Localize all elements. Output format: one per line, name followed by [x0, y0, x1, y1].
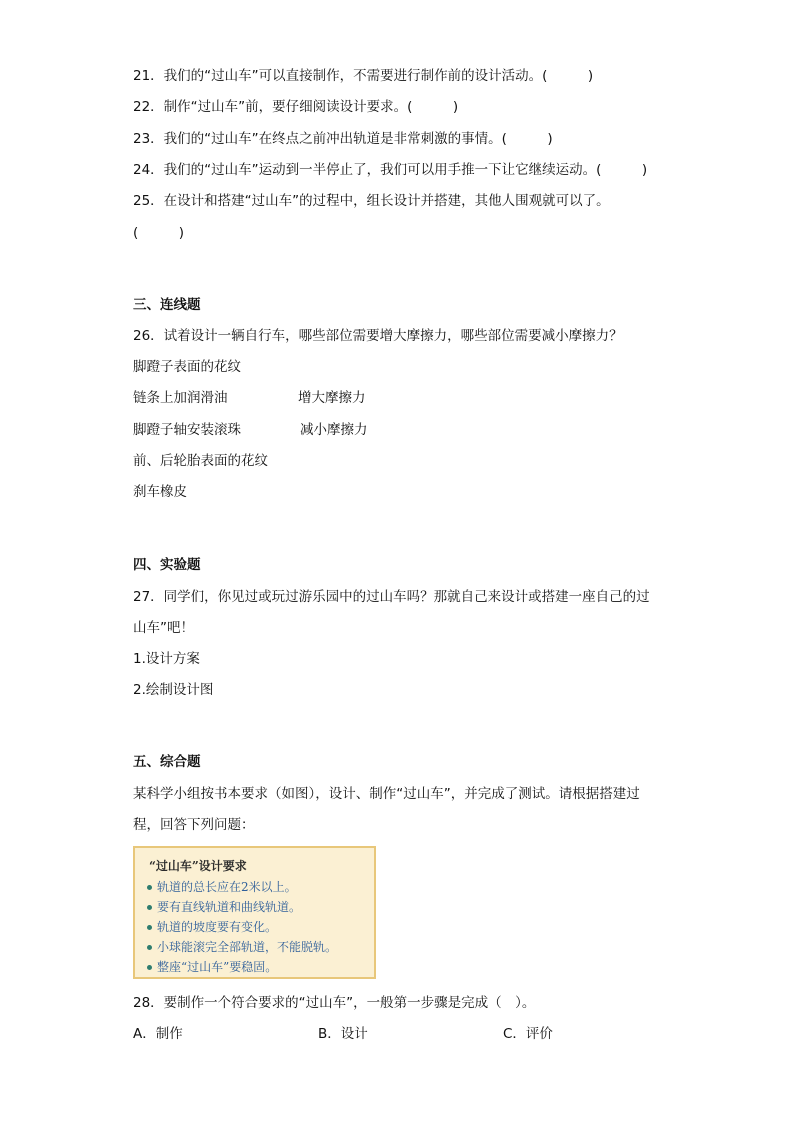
- design-requirements-figure: [133, 846, 376, 979]
- bullet-icon: [147, 925, 152, 930]
- requirement-item: 轨道的坡度要有变化。: [147, 918, 277, 935]
- section-5-heading: 五、综合题: [133, 754, 201, 770]
- question-21: 21．我们的“过山车”可以直接制作，不需要进行制作前的设计活动。( ): [133, 68, 594, 84]
- match-right-item: 增大摩擦力: [298, 390, 366, 406]
- option-c: C．评价: [503, 1026, 553, 1042]
- bullet-icon: [147, 885, 152, 890]
- match-left-item: 刹车橡皮: [133, 484, 187, 500]
- section-5-intro-line2: 程，回答下列问题：: [133, 817, 255, 833]
- question-25-blank: ( ): [133, 225, 185, 241]
- question-27-item2: 2.绘制设计图: [133, 682, 214, 698]
- requirement-item: 小球能滚完全部轨道，不能脱轨。: [147, 938, 337, 955]
- match-left-item: 链条上加润滑油: [133, 390, 228, 406]
- question-24: 24．我们的“过山车”运动到一半停止了，我们可以用手推一下让它继续运动。( ): [133, 162, 648, 178]
- question-25: 25．在设计和搭建“过山车”的过程中，组长设计并搭建，其他人围观就可以了。: [133, 193, 610, 209]
- question-27-item1: 1.设计方案: [133, 651, 200, 667]
- section-5-intro-line1: 某科学小组按书本要求（如图），设计、制作“过山车”，并完成了测试。请根据搭建过: [133, 786, 640, 802]
- option-a: A．制作: [133, 1026, 183, 1042]
- match-right-item: 减小摩擦力: [300, 422, 368, 438]
- section-3-heading: 三、连线题: [133, 297, 201, 313]
- requirements-title: “过山车”设计要求: [149, 859, 247, 873]
- requirement-item: 轨道的总长应在2米以上。: [147, 878, 297, 895]
- bullet-icon: [147, 945, 152, 950]
- match-left-item: 脚蹬子轴安装滚珠: [133, 422, 241, 438]
- question-22: 22．制作“过山车”前，要仔细阅读设计要求。( ): [133, 99, 459, 115]
- question-27-line2: 山车”吧！: [133, 620, 194, 636]
- requirement-item: 整座“过山车”要稳固。: [147, 958, 277, 975]
- requirement-item: 要有直线轨道和曲线轨道。: [147, 898, 301, 915]
- option-b: B．设计: [318, 1026, 368, 1042]
- question-28: 28．要制作一个符合要求的“过山车”，一般第一步骤是完成（ ）。: [133, 995, 536, 1011]
- bullet-icon: [147, 965, 152, 970]
- question-26: 26．试着设计一辆自行车，哪些部位需要增大摩擦力，哪些部位需要减小摩擦力？: [133, 328, 623, 344]
- match-left-item: 前、后轮胎表面的花纹: [133, 453, 268, 469]
- match-left-item: 脚蹬子表面的花纹: [133, 359, 241, 375]
- section-4-heading: 四、实验题: [133, 557, 201, 573]
- bullet-icon: [147, 905, 152, 910]
- question-27-line1: 27．同学们，你见过或玩过游乐园中的过山车吗？那就自己来设计或搭建一座自己的过: [133, 589, 650, 605]
- question-23: 23．我们的“过山车”在终点之前冲出轨道是非常刺激的事情。( ): [133, 131, 553, 147]
